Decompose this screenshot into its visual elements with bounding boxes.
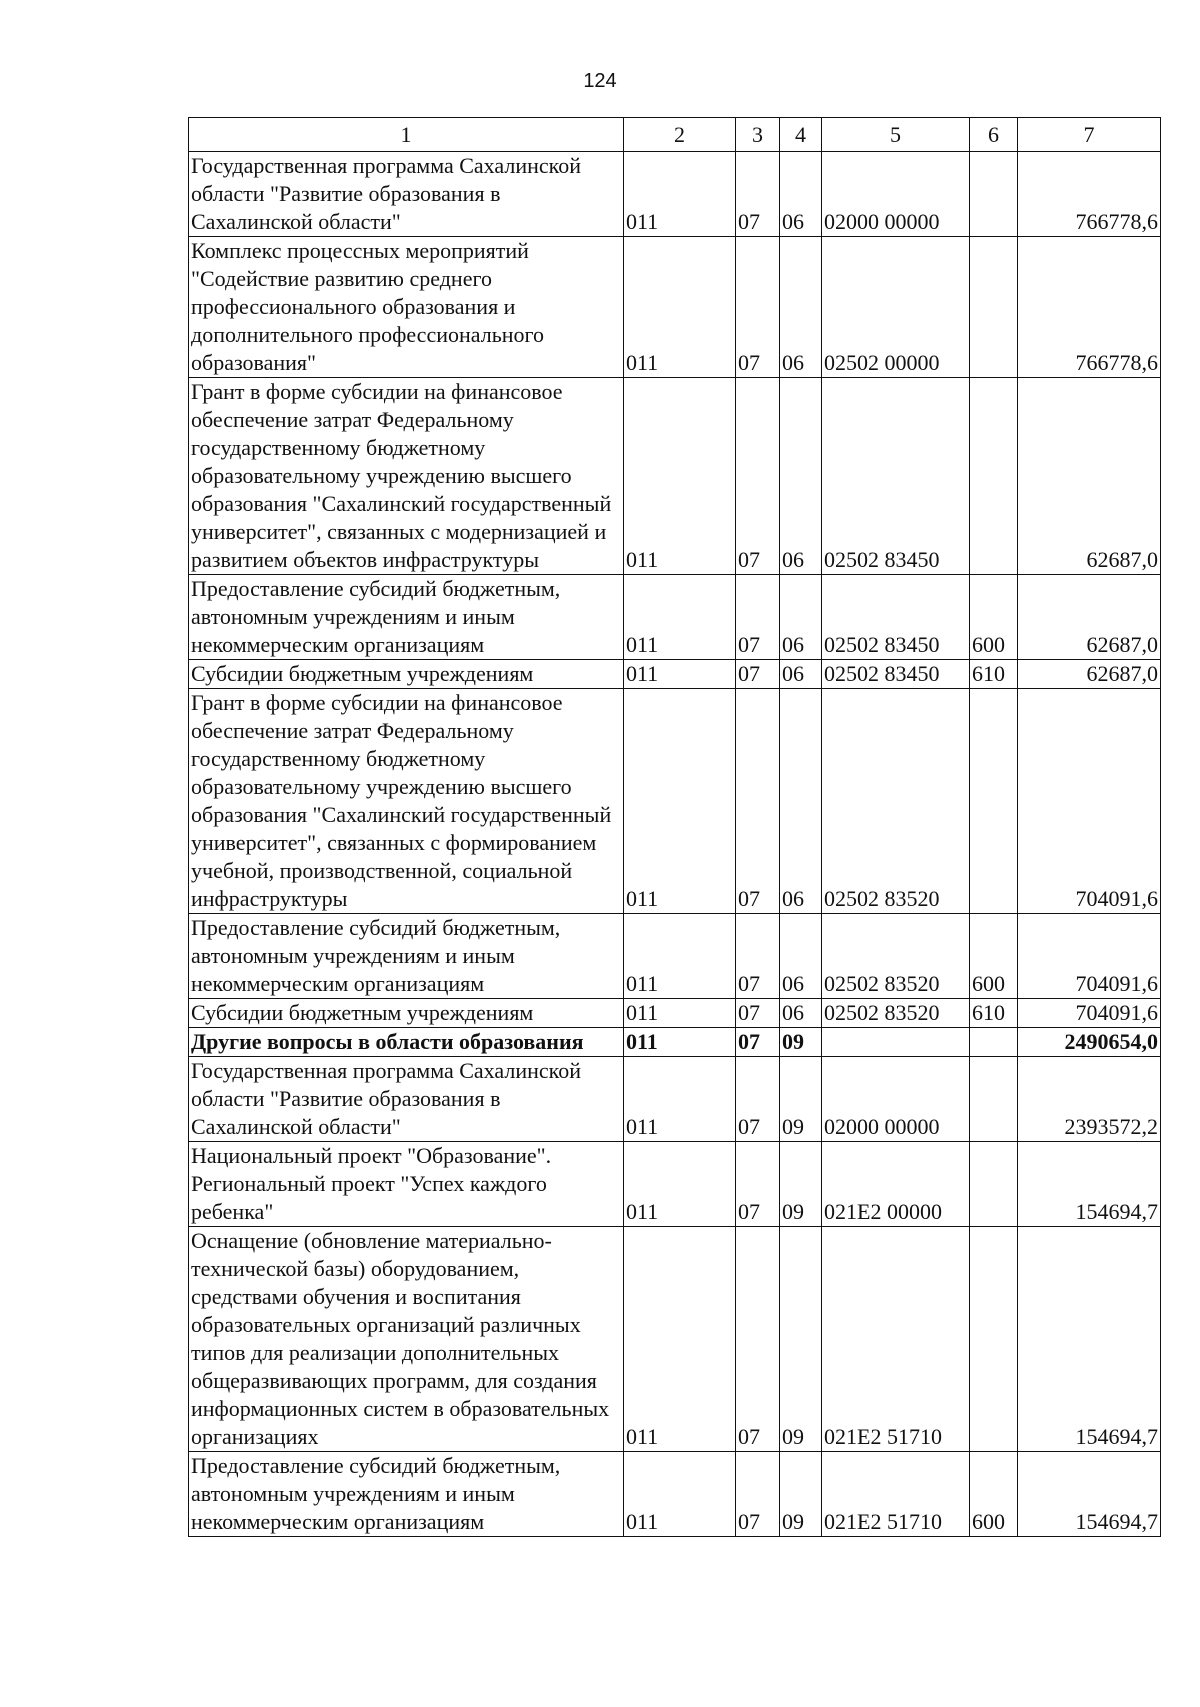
target-article-cell: 02502 83520 (822, 689, 970, 914)
header-row (189, 118, 1161, 152)
expense-type-cell: 610 (970, 999, 1018, 1028)
column-header: 3 (736, 118, 780, 152)
table-row (189, 1227, 1161, 1452)
subsection-code-cell: 09 (780, 1142, 822, 1227)
target-article-cell: 021E2 00000 (822, 1142, 970, 1227)
amount-cell: 62687,0 (1018, 378, 1161, 575)
column-header: 4 (780, 118, 822, 152)
ministry-code-cell: 011 (624, 237, 736, 378)
amount-cell: 154694,7 (1018, 1452, 1161, 1537)
amount-cell: 704091,6 (1018, 999, 1161, 1028)
row-name-cell: Грант в форме субсидии на финансовое обеспечение затрат Федеральному государственному бюджетному образовательному учреждению высшего образования "Сахалинский государственный университет", связанных с формированием учебной, производственной, социальной инфраструктуры (189, 689, 624, 914)
row-name-cell: Государственная программа Сахалинской области "Развитие образования в Сахалинской области" (189, 152, 624, 237)
section-code-cell: 07 (736, 575, 780, 660)
amount-cell: 766778,6 (1018, 237, 1161, 378)
section-code-cell: 07 (736, 152, 780, 237)
section-code-cell: 07 (736, 660, 780, 689)
amount-cell: 704091,6 (1018, 914, 1161, 999)
column-header: 7 (1018, 118, 1161, 152)
section-code-cell: 07 (736, 914, 780, 999)
target-article-cell: 021E2 51710 (822, 1452, 970, 1537)
amount-cell: 2490654,0 (1018, 1028, 1161, 1057)
row-name-cell: Субсидии бюджетным учреждениям (189, 660, 624, 689)
table-row (189, 378, 1161, 575)
expense-type-cell (970, 1057, 1018, 1142)
ministry-code-cell: 011 (624, 378, 736, 575)
subsection-code-cell: 09 (780, 1057, 822, 1142)
expense-type-cell (970, 689, 1018, 914)
amount-cell: 62687,0 (1018, 575, 1161, 660)
subsection-code-cell: 09 (780, 1028, 822, 1057)
section-code-cell: 07 (736, 1452, 780, 1537)
table-row (189, 914, 1161, 999)
section-code-cell: 07 (736, 1142, 780, 1227)
section-code-cell: 07 (736, 689, 780, 914)
row-name-cell: Предоставление субсидий бюджетным, автономным учреждениям и иным некоммерческим организациям (189, 575, 624, 660)
expense-type-cell: 600 (970, 575, 1018, 660)
target-article-cell: 02502 83450 (822, 660, 970, 689)
ministry-code-cell: 011 (624, 1028, 736, 1057)
expense-type-cell (970, 152, 1018, 237)
table-row (189, 1452, 1161, 1537)
amount-cell: 766778,6 (1018, 152, 1161, 237)
column-header: 6 (970, 118, 1018, 152)
target-article-cell: 02000 00000 (822, 1057, 970, 1142)
budget-table (188, 117, 1161, 1537)
subsection-code-cell: 06 (780, 914, 822, 999)
section-code-cell: 07 (736, 1057, 780, 1142)
section-code-cell: 07 (736, 999, 780, 1028)
column-header: 2 (624, 118, 736, 152)
target-article-cell: 02000 00000 (822, 152, 970, 237)
target-article-cell: 02502 83450 (822, 575, 970, 660)
ministry-code-cell: 011 (624, 1057, 736, 1142)
expense-type-cell: 600 (970, 1452, 1018, 1537)
expense-type-cell (970, 1028, 1018, 1057)
column-header: 5 (822, 118, 970, 152)
ministry-code-cell: 011 (624, 152, 736, 237)
expense-type-cell: 600 (970, 914, 1018, 999)
row-name-cell: Субсидии бюджетным учреждениям (189, 999, 624, 1028)
expense-type-cell (970, 1142, 1018, 1227)
row-name-cell: Другие вопросы в области образования (189, 1028, 624, 1057)
table-row (189, 575, 1161, 660)
amount-cell: 2393572,2 (1018, 1057, 1161, 1142)
subsection-code-cell: 06 (780, 152, 822, 237)
expense-type-cell (970, 378, 1018, 575)
expense-type-cell (970, 1227, 1018, 1452)
section-code-cell: 07 (736, 1227, 780, 1452)
expense-type-cell (970, 237, 1018, 378)
table-row (189, 999, 1161, 1028)
table-row (189, 152, 1161, 237)
subsection-code-cell: 09 (780, 1227, 822, 1452)
row-name-cell: Предоставление субсидий бюджетным, автономным учреждениям и иным некоммерческим организациям (189, 914, 624, 999)
target-article-cell: 02502 00000 (822, 237, 970, 378)
amount-cell: 154694,7 (1018, 1227, 1161, 1452)
ministry-code-cell: 011 (624, 999, 736, 1028)
section-code-cell: 07 (736, 1028, 780, 1057)
ministry-code-cell: 011 (624, 1142, 736, 1227)
table-row (189, 1057, 1161, 1142)
ministry-code-cell: 011 (624, 575, 736, 660)
subsection-code-cell: 06 (780, 689, 822, 914)
subsection-code-cell: 06 (780, 378, 822, 575)
subsection-code-cell: 06 (780, 660, 822, 689)
table-body (189, 152, 1161, 1537)
table-row (189, 1142, 1161, 1227)
column-header: 1 (189, 118, 624, 152)
amount-cell: 154694,7 (1018, 1142, 1161, 1227)
ministry-code-cell: 011 (624, 660, 736, 689)
row-name-cell: Оснащение (обновление материально-технической базы) оборудованием, средствами обучения и воспитания образовательных организаций различных типов для реализации дополнительных общеразвивающих программ, для создания информационных систем в образовательных организациях (189, 1227, 624, 1452)
target-article-cell: 021E2 51710 (822, 1227, 970, 1452)
row-name-cell: Комплекс процессных мероприятий "Содействие развитию среднего профессионального образования и дополнительного профессионального образования" (189, 237, 624, 378)
subsection-code-cell: 09 (780, 1452, 822, 1537)
subsection-code-cell: 06 (780, 575, 822, 660)
target-article-cell (822, 1028, 970, 1057)
row-name-cell: Грант в форме субсидии на финансовое обеспечение затрат Федеральному государственному бюджетному образовательному учреждению высшего образования "Сахалинский государственный университет", связанных с модернизацией и развитием объектов инфраструктуры (189, 378, 624, 575)
ministry-code-cell: 011 (624, 1452, 736, 1537)
subsection-code-cell: 06 (780, 999, 822, 1028)
row-name-cell: Национальный проект "Образование". Региональный проект "Успех каждого ребенка" (189, 1142, 624, 1227)
table-row (189, 660, 1161, 689)
amount-cell: 62687,0 (1018, 660, 1161, 689)
amount-cell: 704091,6 (1018, 689, 1161, 914)
section-code-cell: 07 (736, 237, 780, 378)
subsection-code-cell: 06 (780, 237, 822, 378)
page-number: 124 (583, 70, 617, 92)
ministry-code-cell: 011 (624, 1227, 736, 1452)
row-name-cell: Предоставление субсидий бюджетным, автономным учреждениям и иным некоммерческим организациям (189, 1452, 624, 1537)
target-article-cell: 02502 83520 (822, 999, 970, 1028)
ministry-code-cell: 011 (624, 689, 736, 914)
table-row (189, 689, 1161, 914)
target-article-cell: 02502 83450 (822, 378, 970, 575)
table-row (189, 1028, 1161, 1057)
ministry-code-cell: 011 (624, 914, 736, 999)
section-code-cell: 07 (736, 378, 780, 575)
row-name-cell: Государственная программа Сахалинской области "Развитие образования в Сахалинской области" (189, 1057, 624, 1142)
target-article-cell: 02502 83520 (822, 914, 970, 999)
table-row (189, 237, 1161, 378)
expense-type-cell: 610 (970, 660, 1018, 689)
